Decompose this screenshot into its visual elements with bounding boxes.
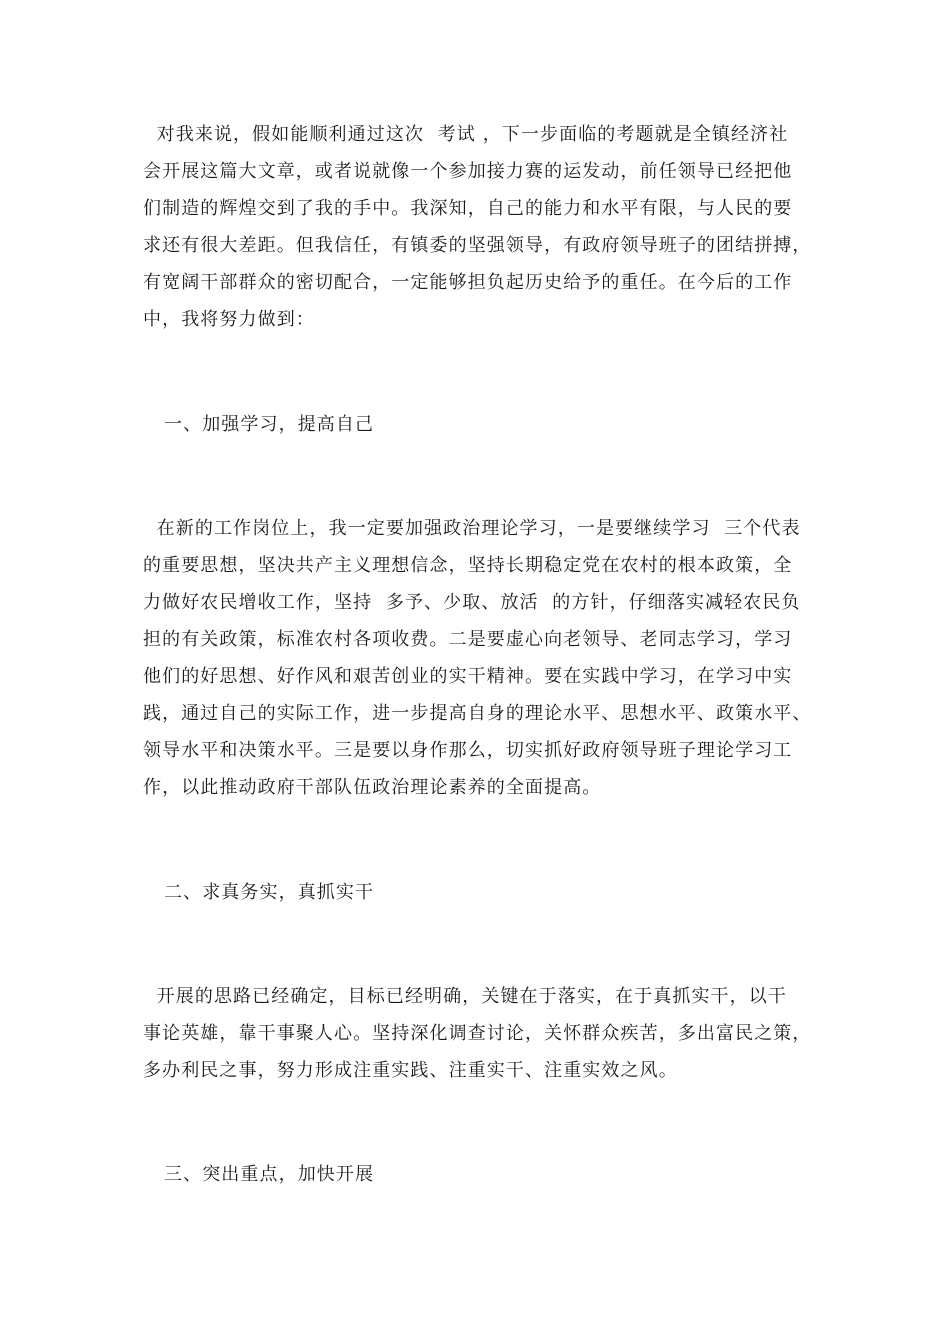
paragraph-line: 他们的好思想、好作风和艰苦创业的实干精神。要在实践中学习，在学习中实 — [143, 666, 793, 687]
paragraph-line: 在新的工作岗位上，我一定要加强政治理论学习，一是要继续学习 三个代表 — [143, 518, 801, 539]
paragraph-line: 会开展这篇大文章，或者说就像一个参加接力赛的运发动，前任领导已经把他 — [143, 161, 793, 182]
paragraph-line: 作，以此推动政府干部队伍政治理论素养的全面提高。 — [143, 777, 602, 798]
paragraph-line: 践，通过自己的实际工作，进一步提高自身的理论水平、思想水平、政策水平、 — [143, 703, 812, 724]
paragraph-line: 事论英雄，靠干事聚人心。坚持深化调查讨论，关怀群众疾苦，多出富民之策， — [143, 1023, 812, 1044]
paragraph-line: 们制造的辉煌交到了我的手中。我深知，自己的能力和水平有限，与人民的要 — [143, 198, 793, 219]
paragraph-line: 开展的思路已经确定，目标已经明确，关键在于落实，在于真抓实干，以干 — [143, 986, 787, 1007]
paragraph-line: 力做好农民增收工作，坚持 多予、少取、放活 的方针，仔细落实减轻农民负 — [143, 592, 801, 613]
paragraph-line: 的重要思想，坚决共产主义理想信念，坚持长期稳定党在农村的根本政策，全 — [143, 555, 793, 576]
paragraph-line: 对我来说，假如能顺利通过这次 考试 ，下一步面临的考题就是全镇经济社 — [143, 124, 789, 145]
section-heading-3: 三、突出重点，加快开展 — [164, 1164, 375, 1185]
paragraph-line: 多办利民之事，努力形成注重实践、注重实干、注重实效之风。 — [143, 1060, 678, 1081]
section-heading-2: 二、求真务实，真抓实干 — [164, 882, 375, 903]
paragraph-line: 领导水平和决策水平。三是要以身作那么，切实抓好政府领导班子理论学习工 — [143, 740, 793, 761]
paragraph-line: 担的有关政策，标准农村各项收费。二是要虚心向老领导、老同志学习，学习 — [143, 629, 793, 650]
section-heading-1: 一、加强学习，提高自己 — [164, 414, 375, 435]
paragraph-line: 求还有很大差距。但我信任，有镇委的坚强领导，有政府领导班子的团结拼搏， — [143, 235, 812, 256]
paragraph-line: 有宽阔干部群众的密切配合，一定能够担负起历史给予的重任。在今后的工作 — [143, 272, 793, 293]
paragraph-line: 中，我将努力做到： — [143, 309, 315, 330]
